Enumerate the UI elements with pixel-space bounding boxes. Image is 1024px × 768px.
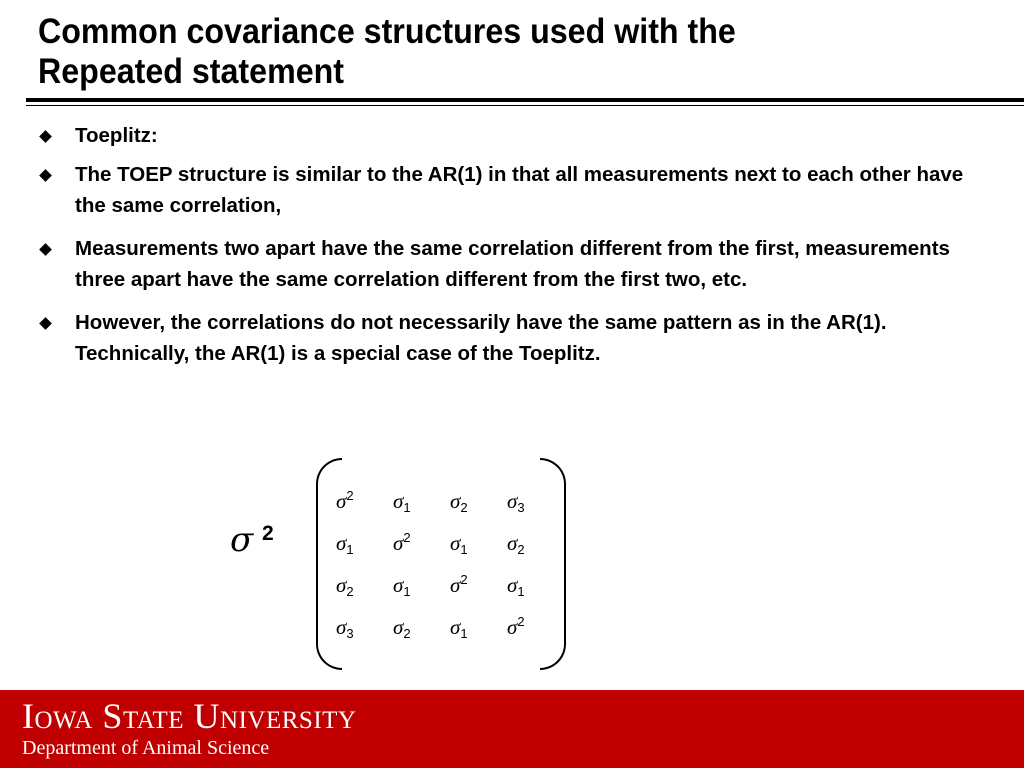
slide-title	[38, 12, 921, 92]
bullet-item-two-apart	[38, 233, 978, 295]
diamond-bullet-icon	[39, 243, 52, 256]
matrix-cell-r3-c4: $\sigma_1$	[507, 573, 525, 599]
matrix-cell-r1-c2: $\sigma_1$	[393, 489, 411, 515]
matrix-cell-r2-c1: $\sigma_1$	[336, 531, 354, 557]
matrix-cell-r3-c1: $\sigma_2$	[336, 573, 354, 599]
matrix-cell-r1-c1: $\sigma^2$	[336, 488, 354, 513]
sigma-scalar-exponent: 2	[262, 522, 274, 545]
matrix-cell-r2-c4: $\sigma_2$	[507, 531, 525, 557]
matrix-cell-r3-c3: $\sigma^2$	[450, 572, 468, 597]
diamond-bullet-icon	[39, 317, 52, 330]
department-name: Department of Animal Science	[22, 737, 270, 759]
matrix-cell-r2-c3: $\sigma_1$	[450, 531, 468, 557]
bullet-text: Measurements two apart have the same correlation different from the first, measurements three apart have the same correlation different from the first two, etc.	[75, 237, 950, 291]
diamond-bullet-icon	[39, 169, 52, 182]
bullet-text: However, the correlations do not necessarily have the same pattern as in the AR(1). Technically, the AR(1) is a special case of the Toeplitz.	[75, 311, 887, 365]
matrix-cell-r4-c2: $\sigma_2$	[393, 615, 411, 641]
matrix-cell-r3-c2: $\sigma_1$	[393, 573, 411, 599]
matrix-cell-r4-c1: $\sigma_3$	[336, 615, 354, 641]
sigma-scalar-symbol: σ	[230, 520, 254, 560]
slide-title-line-1: Common covariance structures used with the	[38, 12, 736, 51]
matrix-cell-r1-c3: $\sigma_2$	[450, 489, 468, 515]
covariance-matrix-formula	[230, 458, 570, 668]
title-underline-thin	[26, 105, 1024, 106]
footer-bar	[0, 690, 1024, 768]
bullet-item-toep-structure	[38, 159, 978, 221]
slide-title-line-2: Repeated statement	[38, 52, 345, 91]
bullet-item-toeplitz	[38, 120, 978, 151]
title-underline-thick	[26, 98, 1024, 102]
matrix-cell-r1-c4: $\sigma_3$	[507, 489, 525, 515]
matrix-cell-r4-c3: $\sigma_1$	[450, 615, 468, 641]
bullet-item-special-case	[38, 307, 978, 369]
bullet-text: Toeplitz:	[75, 124, 158, 147]
diamond-bullet-icon	[39, 130, 52, 143]
bullet-text: The TOEP structure is similar to the AR(1) in that all measurements next to each other have the same correlation,	[75, 163, 964, 217]
matrix-cell-r2-c2: $\sigma^2$	[393, 530, 411, 555]
bullet-list	[38, 120, 978, 381]
matrix-cell-r4-c4: $\sigma^2$	[507, 614, 525, 639]
university-name: Iowa State University	[22, 696, 357, 736]
